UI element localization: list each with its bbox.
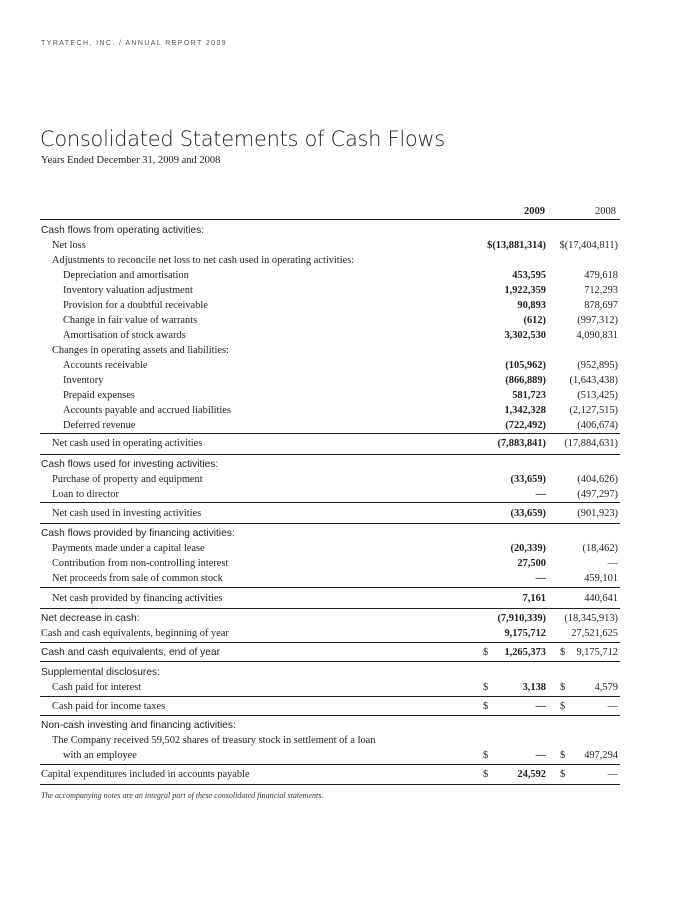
- table-row: Amortisation of stock awards 3,302,530 4,090,831: [63, 330, 618, 341]
- column-header-2008: 2008: [595, 206, 616, 217]
- total-row: Net cash provided by financing activities 7,161 440,641: [52, 593, 618, 604]
- column-header-2009: 2009: [524, 206, 545, 217]
- table-row: Contribution from non-controlling interest 27,500 —: [52, 558, 618, 569]
- table-row: Prepaid expenses 581,723 (513,425): [63, 390, 618, 401]
- divider: [40, 219, 620, 220]
- subsection-heading: Changes in operating assets and liabilities:: [52, 345, 229, 356]
- table-row: Cash paid for income taxes $ — $ —: [52, 701, 618, 712]
- table-row: Payments made under a capital lease (20,339) (18,462): [52, 543, 618, 554]
- page-subtitle: Years Ended December 31, 2009 and 2008: [41, 155, 221, 166]
- section-heading-financing: Cash flows provided by financing activities:: [41, 528, 235, 539]
- divider: [40, 696, 620, 697]
- table-row: Net proceeds from sale of common stock — 459,101: [52, 573, 618, 584]
- divider: [40, 587, 620, 588]
- table-row: Deferred revenue (722,492) (406,674): [63, 420, 618, 431]
- divider: [40, 608, 620, 609]
- table-row: with an employee $ — $ 497,294: [63, 750, 618, 761]
- table-row: Cash and cash equivalents, beginning of year 9,175,712 27,521,625: [41, 628, 618, 639]
- total-row: Net cash used in investing activities (33,659) (901,923): [52, 508, 618, 519]
- section-heading-investing: Cash flows used for investing activities:: [41, 459, 219, 470]
- subsection-heading: Adjustments to reconcile net loss to net cash used in operating activities:: [52, 255, 355, 266]
- table-row: Net decrease in cash: (7,910,339) (18,345,913): [41, 613, 618, 624]
- divider: [40, 433, 620, 434]
- divider: [40, 454, 620, 455]
- table-row: Change in fair value of warrants (612) (997,312): [63, 315, 618, 326]
- table-row: Capital expenditures included in accounts payable $ 24,592 $ —: [41, 769, 618, 780]
- total-row: Cash and cash equivalents, end of year $ 1,265,373 $ 9,175,712: [41, 647, 618, 658]
- table-row: Cash paid for interest $ 3,138 $ 4,579: [52, 682, 618, 693]
- divider: [40, 523, 620, 524]
- table-row: Inventory valuation adjustment 1,922,359 712,293: [63, 285, 618, 296]
- table-row: Accounts receivable (105,962) (952,895): [63, 360, 618, 371]
- table-row: Net loss $(13,881,314) $(17,404,811): [52, 240, 618, 251]
- divider: [40, 661, 620, 662]
- running-header: TYRATECH, INC. / ANNUAL REPORT 2009: [41, 40, 228, 47]
- section-heading-noncash: Non-cash investing and financing activities:: [41, 720, 236, 731]
- footnote: The accompanying notes are an integral part of these consolidated financial statements.: [41, 791, 324, 800]
- table-row: The Company received 59,502 shares of treasury stock in settlement of a loan: [52, 735, 376, 746]
- table-row: Provision for a doubtful receivable 90,893 878,697: [63, 300, 618, 311]
- table-row: Loan to director — (497,297): [52, 489, 618, 500]
- table-row: Purchase of property and equipment (33,659) (404,626): [52, 474, 618, 485]
- divider: [40, 784, 620, 785]
- table-row: Inventory (866,889) (1,643,438): [63, 375, 618, 386]
- total-row: Net cash used in operating activities (7,883,841) (17,884,631): [52, 438, 618, 449]
- table-row: Depreciation and amortisation 453,595 479,618: [63, 270, 618, 281]
- divider: [40, 502, 620, 503]
- section-heading-supplemental: Supplemental disclosures:: [41, 667, 160, 678]
- table-row: Accounts payable and accrued liabilities 1,342,328 (2,127,515): [63, 405, 618, 416]
- divider: [40, 642, 620, 643]
- page-title: Consolidated Statements of Cash Flows: [40, 127, 445, 151]
- section-heading-operating: Cash flows from operating activities:: [41, 225, 205, 236]
- divider: [40, 764, 620, 765]
- divider: [40, 715, 620, 716]
